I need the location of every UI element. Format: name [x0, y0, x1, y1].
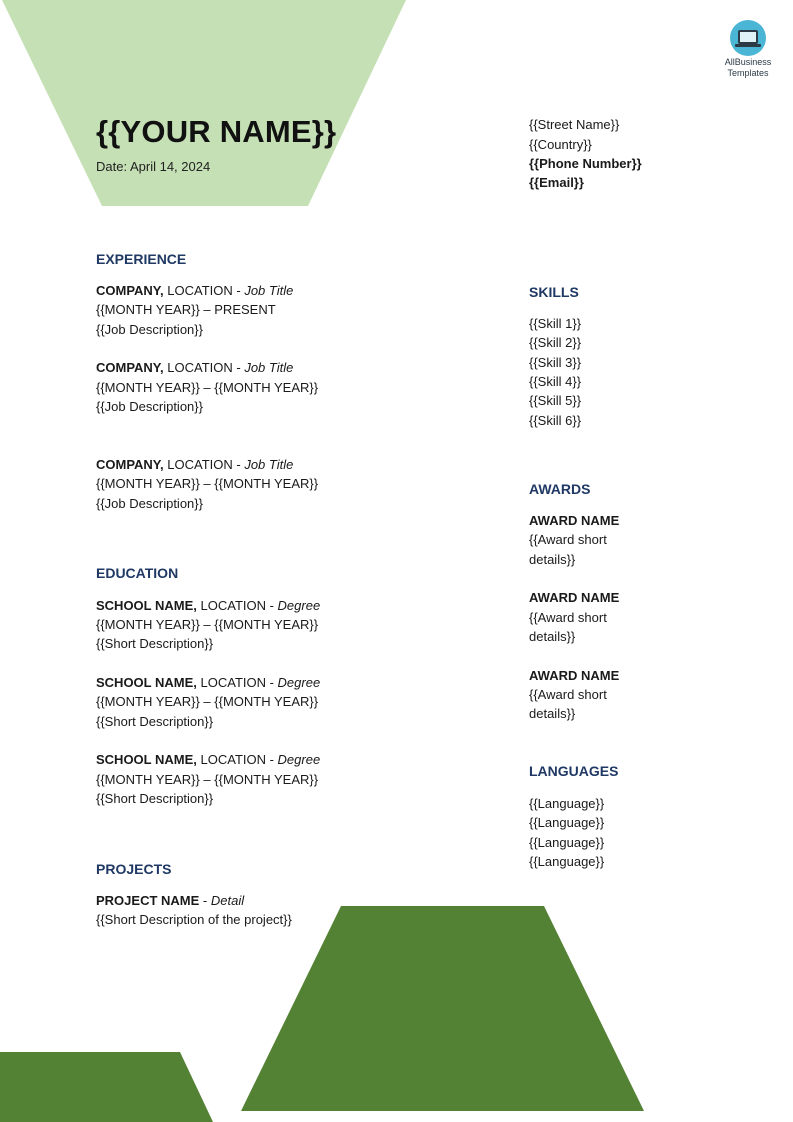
experience-1-description: {{Job Description}}	[96, 322, 203, 337]
skill-item: {{Skill 4}}	[529, 374, 582, 389]
award-details: details}}	[529, 706, 576, 721]
award-details: details}}	[529, 629, 576, 644]
award-details: details}}	[529, 552, 576, 567]
languages-heading: LANGUAGES	[529, 763, 619, 779]
education-3-title-line	[96, 750, 320, 769]
education-degree: Degree	[277, 675, 321, 690]
education-school: SCHOOL NAME,	[96, 675, 197, 690]
experience-1-dates: {{MONTH YEAR}} – PRESENT	[96, 302, 276, 317]
education-degree: Degree	[277, 598, 321, 613]
experience-company: COMPANY,	[96, 283, 164, 298]
education-3-description: {{Short Description}}	[96, 791, 214, 806]
education-school: SCHOOL NAME,	[96, 598, 197, 613]
experience-location: LOCATION -	[163, 283, 245, 298]
education-2-title-line	[96, 673, 320, 692]
logo-text-line2: Templates	[727, 68, 769, 78]
education-location: LOCATION -	[196, 675, 278, 690]
experience-company: COMPANY,	[96, 457, 164, 472]
resume-date: Date: April 14, 2024	[96, 159, 211, 174]
education-heading: EDUCATION	[96, 565, 179, 581]
projects-heading: PROJECTS	[96, 861, 172, 877]
experience-company: COMPANY,	[96, 360, 164, 375]
language-item: {{Language}}	[529, 815, 605, 830]
contact-street: {{Street Name}}	[529, 117, 620, 132]
awards-heading: AWARDS	[529, 481, 591, 497]
award-details: {{Award short	[529, 532, 607, 547]
contact-email: {{Email}}	[529, 175, 584, 190]
project-detail: Detail	[210, 893, 245, 908]
allbusiness-logo	[716, 20, 780, 78]
education-2-dates: {{MONTH YEAR}} – {{MONTH YEAR}}	[96, 694, 319, 709]
language-item: {{Language}}	[529, 835, 605, 850]
award-name: AWARD NAME	[529, 668, 620, 683]
experience-3-dates: {{MONTH YEAR}} – {{MONTH YEAR}}	[96, 476, 319, 491]
experience-3-description: {{Job Description}}	[96, 496, 203, 511]
skill-item: {{Skill 1}}	[529, 316, 582, 331]
experience-location: LOCATION -	[163, 457, 245, 472]
education-location: LOCATION -	[196, 598, 278, 613]
award-name: AWARD NAME	[529, 513, 620, 528]
experience-heading: EXPERIENCE	[96, 251, 187, 267]
education-degree: Degree	[277, 752, 321, 767]
project-separator: -	[199, 893, 211, 908]
contact-country: {{Country}}	[529, 137, 592, 152]
education-1-description: {{Short Description}}	[96, 636, 214, 651]
award-details: {{Award short	[529, 687, 607, 702]
contact-phone: {{Phone Number}}	[529, 156, 642, 171]
laptop-icon	[730, 20, 766, 56]
bottom-trapezoid-shape	[240, 906, 647, 1112]
experience-location: LOCATION -	[163, 360, 245, 375]
education-3-dates: {{MONTH YEAR}} – {{MONTH YEAR}}	[96, 772, 319, 787]
experience-3-title-line	[96, 455, 293, 474]
header-trapezoid-shape	[0, 0, 410, 206]
award-name: AWARD NAME	[529, 590, 620, 605]
project-1-description: {{Short Description of the project}}	[96, 912, 292, 927]
logo-text-line1: AllBusiness	[724, 57, 772, 67]
experience-2-dates: {{MONTH YEAR}} – {{MONTH YEAR}}	[96, 380, 319, 395]
skills-heading: SKILLS	[529, 284, 579, 300]
experience-2-title-line	[96, 358, 293, 377]
experience-job-title: Job Title	[244, 360, 294, 375]
education-1-dates: {{MONTH YEAR}} – {{MONTH YEAR}}	[96, 617, 319, 632]
award-details: {{Award short	[529, 610, 607, 625]
resume-name: {{YOUR NAME}}	[96, 114, 337, 149]
education-1-title-line	[96, 596, 320, 615]
education-school: SCHOOL NAME,	[96, 752, 197, 767]
experience-2-description: {{Job Description}}	[96, 399, 203, 414]
language-item: {{Language}}	[529, 796, 605, 811]
experience-1-title-line	[96, 281, 293, 300]
skill-item: {{Skill 5}}	[529, 393, 582, 408]
skill-item: {{Skill 2}}	[529, 335, 582, 350]
language-item: {{Language}}	[529, 854, 605, 869]
skill-item: {{Skill 3}}	[529, 355, 582, 370]
skill-item: {{Skill 6}}	[529, 413, 582, 428]
education-2-description: {{Short Description}}	[96, 714, 214, 729]
project-1-title-line	[96, 891, 244, 910]
project-name: PROJECT NAME	[96, 893, 200, 908]
experience-job-title: Job Title	[244, 457, 294, 472]
experience-job-title: Job Title	[244, 283, 294, 298]
education-location: LOCATION -	[196, 752, 278, 767]
bottom-left-trapezoid-shape	[0, 1052, 215, 1122]
